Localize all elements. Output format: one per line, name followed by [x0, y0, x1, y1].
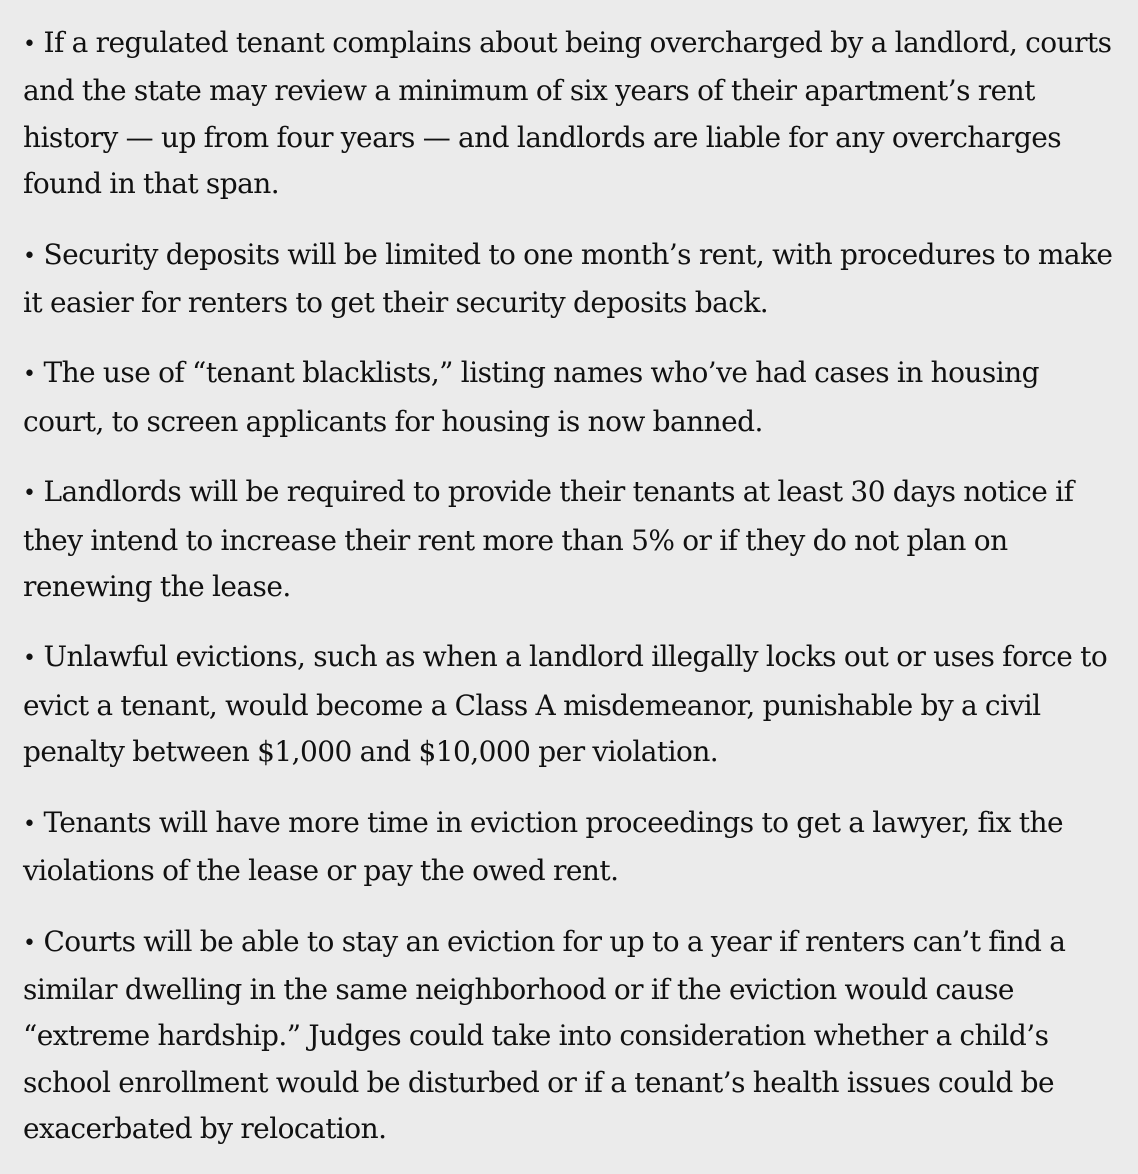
bullet-paragraph-1 — [23, 20, 1114, 208]
bullet-icon: • — [23, 930, 36, 956]
bullet-paragraph-4 — [23, 469, 1114, 610]
bullet-icon: • — [23, 362, 36, 388]
bullet-icon: • — [23, 243, 36, 269]
paragraph-text: Security deposits will be limited to one month’s rent, with procedures to make it easier for renters to get their security deposits back. — [23, 237, 1113, 320]
bullet-paragraph-6 — [23, 800, 1114, 895]
bullet-icon: • — [23, 646, 36, 672]
paragraph-text: Landlords will be required to provide their tenants at least 30 days notice if they intend to increase their rent more than 5% or if they do not plan on renewing the lease. — [23, 475, 1074, 604]
bullet-icon: • — [23, 481, 36, 507]
bullet-icon: • — [23, 32, 36, 57]
paragraph-text: Courts will be able to stay an eviction for up to a year if renters can’t find a similar dwelling in the same neighborhood or if the eviction would cause “extreme hardship.” Judges could take into consideration whether a child’s school enrollment would be disturbed or if a tenant’s health issues could be exacerbated by relocation. — [23, 924, 1066, 1146]
paragraph-text: If a regulated tenant complains about being overcharged by a landlord, courts and the state may review a minimum of six years of their apartment’s rent history — up from four years — and landlords are liable for any overcharges found in that span. — [23, 26, 1112, 201]
paragraph-text: Unlawful evictions, such as when a landlord illegally locks out or uses force to evict a tenant, would become a Class A misdemeanor, punishable by a civil penalty between $1,000 and $10,000 per violation. — [23, 640, 1108, 769]
bullet-icon: • — [23, 811, 36, 837]
paragraph-text: Tenants will have more time in eviction proceedings to get a lawyer, fix the violations of the lease or pay the owed rent. — [23, 805, 1063, 888]
article-body — [0, 20, 1138, 1153]
bullet-paragraph-2 — [23, 232, 1114, 327]
bullet-paragraph-3 — [23, 350, 1114, 445]
bullet-paragraph-7 — [23, 919, 1114, 1153]
paragraph-text: The use of “tenant blacklists,” listing names who’ve had cases in housing court, to screen applicants for housing is now banned. — [23, 356, 1039, 438]
bullet-paragraph-5 — [23, 634, 1114, 775]
